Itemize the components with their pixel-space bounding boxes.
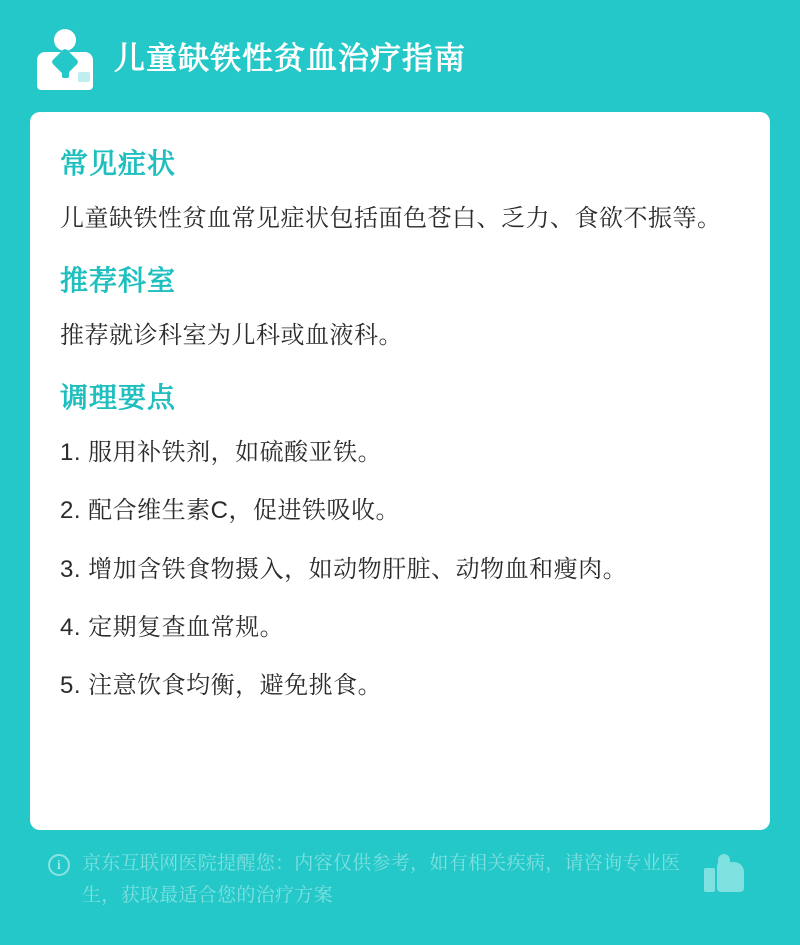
thumbs-up-icon[interactable] <box>704 854 744 894</box>
disclaimer-text: 京东互联网医院提醒您：内容仅供参考，如有相关疾病，请咨询专业医生，获取最适合您的治疗方案 <box>82 853 681 907</box>
section-text-symptoms: 儿童缺铁性贫血常见症状包括面色苍白、乏力、食欲不振等。 <box>60 205 722 232</box>
header <box>30 28 770 90</box>
list-item: 4. 定期复查血常规。 <box>60 613 285 641</box>
list-item: 2. 配合维生素C，促进铁吸收。 <box>60 497 401 525</box>
page-title: 儿童缺铁性贫血治疗指南 <box>114 41 466 76</box>
list-item: 3. 增加含铁食物摄入，如动物肝脏、动物血和瘦肉。 <box>60 555 628 583</box>
footer <box>30 830 770 913</box>
tips-list <box>60 434 740 706</box>
doctor-icon <box>34 28 96 90</box>
content-card <box>30 112 770 830</box>
section-title-department: 推荐科室 <box>60 264 177 296</box>
section-title-symptoms: 常见症状 <box>60 148 177 179</box>
section-text-department: 推荐就诊科室为儿科或血液科。 <box>60 321 403 349</box>
info-icon: i <box>48 854 70 876</box>
section-title-tips: 调理要点 <box>60 381 177 413</box>
list-item: 5. 注意饮食均衡，避免挑食。 <box>60 672 383 700</box>
list-item: 1. 服用补铁剂，如硫酸亚铁。 <box>60 438 383 466</box>
